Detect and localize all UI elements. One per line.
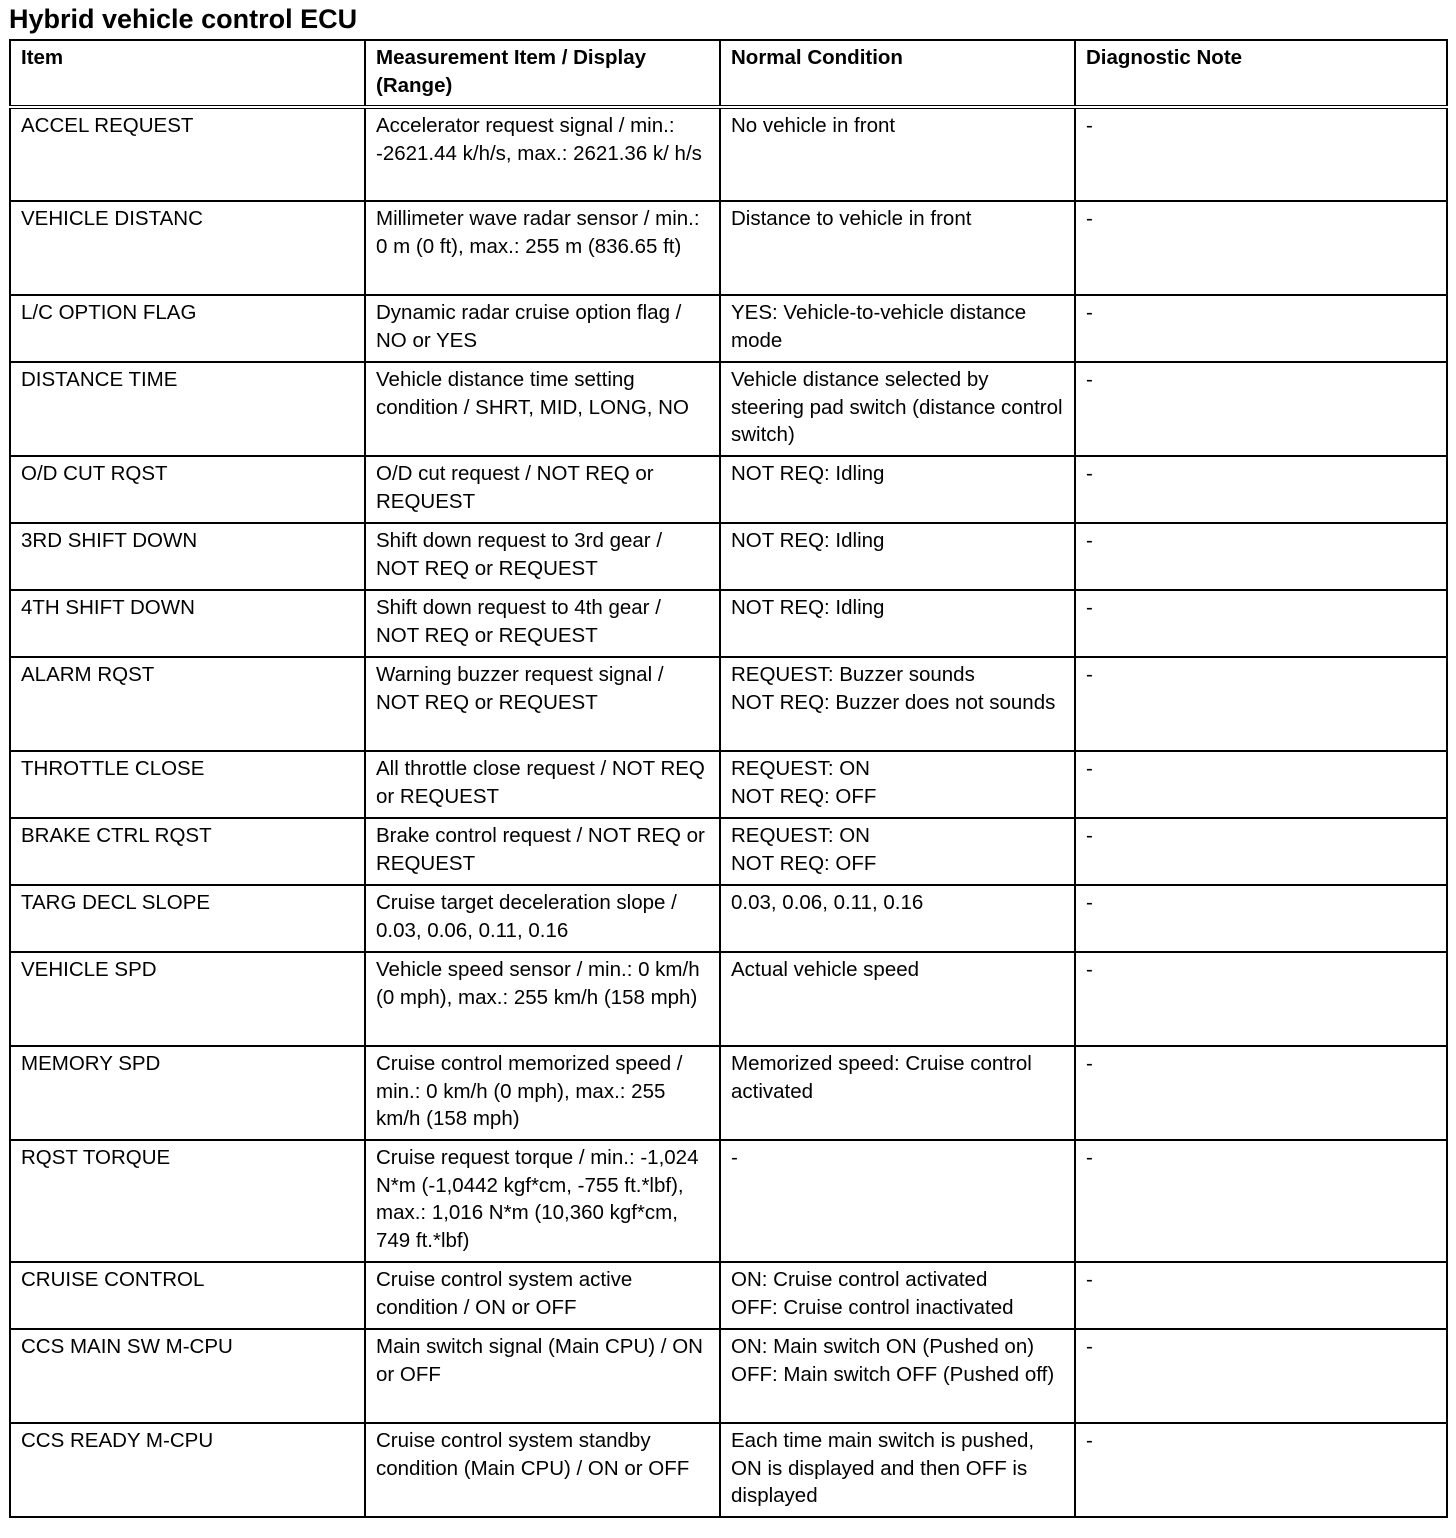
table-row: [10, 1329, 1447, 1423]
cell-item: O/D CUT RQST: [10, 456, 365, 523]
cell-diagnostic-note: -: [1075, 1423, 1447, 1517]
column-header-diagnostic-note: Diagnostic Note: [1075, 40, 1447, 107]
cell-diagnostic-note: -: [1075, 1140, 1447, 1262]
cell-item: CCS MAIN SW M-CPU: [10, 1329, 365, 1423]
table-row: [10, 751, 1447, 818]
cell-normal-condition: REQUEST: ON NOT REQ: OFF: [720, 818, 1075, 885]
table-row: [10, 1046, 1447, 1140]
column-header-item: Item: [10, 40, 365, 107]
page-title: Hybrid vehicle control ECU: [9, 4, 358, 34]
table-row: [10, 362, 1447, 456]
cell-item: 3RD SHIFT DOWN: [10, 523, 365, 590]
cell-normal-condition: Each time main switch is pushed, ON is displayed and then OFF is displayed: [720, 1423, 1075, 1517]
cell-measurement: Accelerator request signal / min.: -2621.44 k/h/s, max.: 2621.36 k/ h/s: [365, 107, 720, 201]
cell-diagnostic-note: -: [1075, 1329, 1447, 1423]
cell-normal-condition: REQUEST: Buzzer sounds NOT REQ: Buzzer does not sounds: [720, 657, 1075, 751]
cell-measurement: Warning buzzer request signal / NOT REQ or REQUEST: [365, 657, 720, 751]
cell-item: L/C OPTION FLAG: [10, 295, 365, 362]
column-header-measurement: Measurement Item / Display (Range): [365, 40, 720, 107]
cell-measurement: All throttle close request / NOT REQ or REQUEST: [365, 751, 720, 818]
cell-item: 4TH SHIFT DOWN: [10, 590, 365, 657]
cell-normal-condition: Vehicle distance selected by steering pad switch (distance control switch): [720, 362, 1075, 456]
table-row: [10, 201, 1447, 295]
cell-measurement: Dynamic radar cruise option flag / NO or YES: [365, 295, 720, 362]
table-row: [10, 657, 1447, 751]
table-row: [10, 107, 1447, 201]
cell-measurement: Cruise target deceleration slope / 0.03, 0.06, 0.11, 0.16: [365, 885, 720, 952]
table-row: [10, 1262, 1447, 1329]
data-list-table: [9, 39, 1448, 1518]
cell-diagnostic-note: -: [1075, 201, 1447, 295]
cell-item: TARG DECL SLOPE: [10, 885, 365, 952]
cell-item: RQST TORQUE: [10, 1140, 365, 1262]
cell-normal-condition: REQUEST: ON NOT REQ: OFF: [720, 751, 1075, 818]
cell-measurement: Main switch signal (Main CPU) / ON or OFF: [365, 1329, 720, 1423]
cell-measurement: O/D cut request / NOT REQ or REQUEST: [365, 456, 720, 523]
cell-normal-condition: ON: Main switch ON (Pushed on) OFF: Main switch OFF (Pushed off): [720, 1329, 1075, 1423]
cell-diagnostic-note: -: [1075, 456, 1447, 523]
cell-diagnostic-note: -: [1075, 1262, 1447, 1329]
table-header-row: [10, 40, 1447, 107]
cell-normal-condition: Actual vehicle speed: [720, 952, 1075, 1046]
cell-normal-condition: -: [720, 1140, 1075, 1262]
cell-normal-condition: NOT REQ: Idling: [720, 590, 1075, 657]
cell-normal-condition: NOT REQ: Idling: [720, 523, 1075, 590]
cell-item: MEMORY SPD: [10, 1046, 365, 1140]
cell-item: BRAKE CTRL RQST: [10, 818, 365, 885]
table-row: [10, 1140, 1447, 1262]
cell-item: CCS READY M-CPU: [10, 1423, 365, 1517]
cell-measurement: Cruise request torque / min.: -1,024 N*m (-1,0442 kgf*cm, -755 ft.*lbf), max.: 1,016 N*m (10,360 kgf*cm, 749 ft.*lbf): [365, 1140, 720, 1262]
table-row: [10, 1423, 1447, 1517]
table-body: [10, 107, 1447, 1517]
cell-normal-condition: YES: Vehicle-to-vehicle distance mode: [720, 295, 1075, 362]
cell-normal-condition: Memorized speed: Cruise control activated: [720, 1046, 1075, 1140]
cell-item: VEHICLE SPD: [10, 952, 365, 1046]
cell-diagnostic-note: -: [1075, 657, 1447, 751]
cell-item: ACCEL REQUEST: [10, 107, 365, 201]
cell-measurement: Shift down request to 3rd gear / NOT REQ or REQUEST: [365, 523, 720, 590]
table-row: [10, 523, 1447, 590]
table-row: [10, 590, 1447, 657]
cell-item: CRUISE CONTROL: [10, 1262, 365, 1329]
table-row: [10, 456, 1447, 523]
table-row: [10, 952, 1447, 1046]
cell-measurement: Brake control request / NOT REQ or REQUEST: [365, 818, 720, 885]
cell-diagnostic-note: -: [1075, 590, 1447, 657]
table-row: [10, 295, 1447, 362]
cell-diagnostic-note: -: [1075, 295, 1447, 362]
cell-measurement: Vehicle speed sensor / min.: 0 km/h (0 mph), max.: 255 km/h (158 mph): [365, 952, 720, 1046]
cell-diagnostic-note: -: [1075, 751, 1447, 818]
cell-item: ALARM RQST: [10, 657, 365, 751]
cell-diagnostic-note: -: [1075, 818, 1447, 885]
cell-item: VEHICLE DISTANC: [10, 201, 365, 295]
cell-measurement: Cruise control system standby condition (Main CPU) / ON or OFF: [365, 1423, 720, 1517]
table-row: [10, 818, 1447, 885]
cell-measurement: Cruise control system active condition / ON or OFF: [365, 1262, 720, 1329]
cell-diagnostic-note: -: [1075, 1046, 1447, 1140]
cell-normal-condition: NOT REQ: Idling: [720, 456, 1075, 523]
cell-diagnostic-note: -: [1075, 107, 1447, 201]
cell-item: THROTTLE CLOSE: [10, 751, 365, 818]
cell-measurement: Millimeter wave radar sensor / min.: 0 m (0 ft), max.: 255 m (836.65 ft): [365, 201, 720, 295]
table-row: [10, 885, 1447, 952]
cell-measurement: Vehicle distance time setting condition / SHRT, MID, LONG, NO: [365, 362, 720, 456]
cell-diagnostic-note: -: [1075, 523, 1447, 590]
cell-normal-condition: ON: Cruise control activated OFF: Cruise control inactivated: [720, 1262, 1075, 1329]
cell-normal-condition: Distance to vehicle in front: [720, 201, 1075, 295]
cell-normal-condition: No vehicle in front: [720, 107, 1075, 201]
cell-diagnostic-note: -: [1075, 952, 1447, 1046]
cell-measurement: Cruise control memorized speed / min.: 0 km/h (0 mph), max.: 255 km/h (158 mph): [365, 1046, 720, 1140]
cell-item: DISTANCE TIME: [10, 362, 365, 456]
cell-normal-condition: 0.03, 0.06, 0.11, 0.16: [720, 885, 1075, 952]
column-header-normal-condition: Normal Condition: [720, 40, 1075, 107]
cell-diagnostic-note: -: [1075, 362, 1447, 456]
cell-diagnostic-note: -: [1075, 885, 1447, 952]
cell-measurement: Shift down request to 4th gear / NOT REQ or REQUEST: [365, 590, 720, 657]
